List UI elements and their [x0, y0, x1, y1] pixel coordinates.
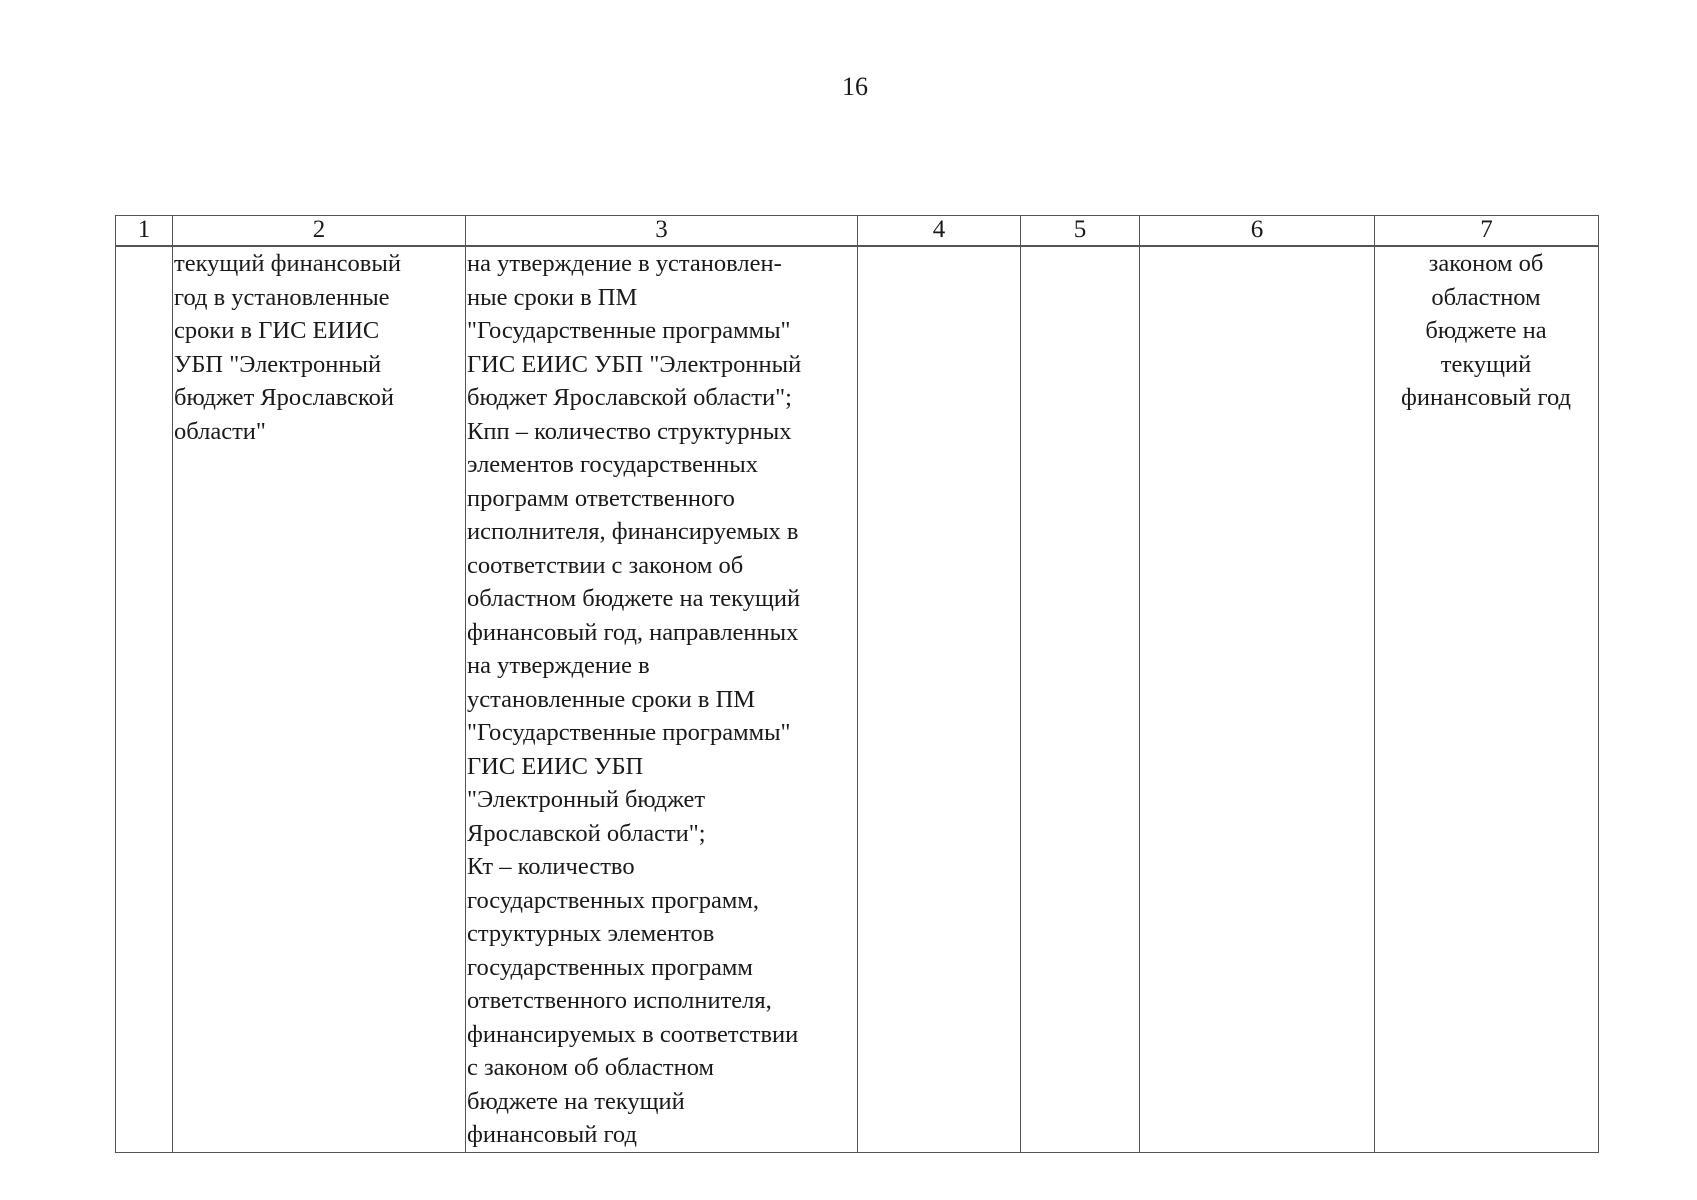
cell-col-6 [1140, 246, 1375, 1152]
indicator-table [115, 215, 1599, 1153]
header-col-1: 1 [116, 216, 173, 247]
header-col-2: 2 [173, 216, 466, 247]
table-row [116, 246, 1599, 1152]
cell-col-1 [116, 246, 173, 1152]
cell-col-5 [1021, 246, 1140, 1152]
cell-col-3-text: на утверждение в установлен- ные сроки в ПМ "Государственные программы" ГИС ЕИИС УБП "Электронный бюджет Ярославской области"; Кпп – количество структурных элементов государственных программ ответственного исполнителя, финансируемых в соответствии с законом об областном бюджете на текущий финансовый год, направленных на утверждение в установленные сроки в ПМ "Государственные программы" ГИС ЕИИС УБП "Электронный бюджет Ярославской области"; Кт – количество государственных программ, структурных элементов государственных программ ответственного исполнителя, финансируемых в соответствии с законом об областном бюджете на текущий финансовый год [467, 250, 802, 1148]
cell-col-7 [1375, 246, 1599, 1152]
header-col-7: 7 [1375, 216, 1599, 247]
cell-col-4 [858, 246, 1021, 1152]
cell-col-3 [466, 246, 858, 1152]
header-col-4: 4 [858, 216, 1021, 247]
header-col-3: 3 [466, 216, 858, 247]
header-row [116, 216, 1599, 247]
cell-col-2 [173, 246, 466, 1152]
header-col-6: 6 [1140, 216, 1375, 247]
cell-col-2-text: текущий финансовый год в установленные сроки в ГИС ЕИИС УБП "Электронный бюджет Ярославской области" [174, 250, 401, 445]
cell-col-7-text: законом об областном бюджете на текущий финансовый год [1401, 250, 1571, 411]
page-number: 16 [842, 72, 868, 101]
header-col-5: 5 [1021, 216, 1140, 247]
